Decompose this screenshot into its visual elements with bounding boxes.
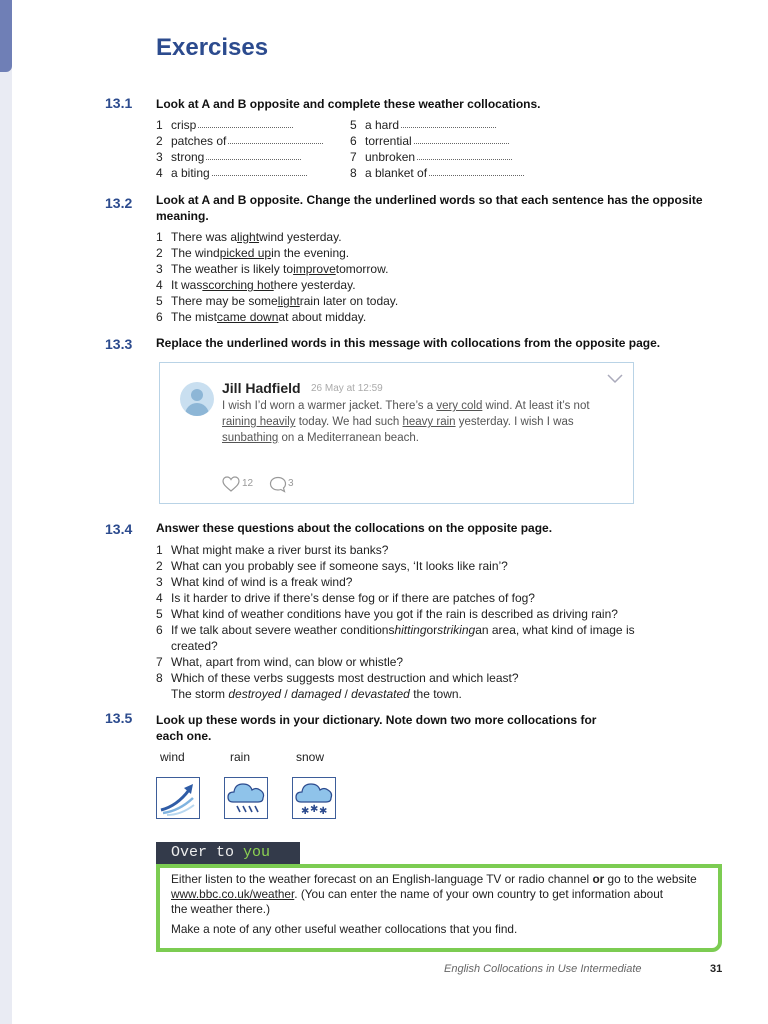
item-number: 5 [350,118,357,132]
item-number: 2 [156,559,163,573]
page-number: 31 [710,963,723,975]
underlined-word: sunbathing [222,432,279,444]
item-text: rain later on today. [299,294,399,308]
like-count: 12 [242,478,254,489]
item-text: wind yesterday. [259,230,342,244]
answer-blank[interactable] [198,117,293,128]
italic-word: striking [437,623,476,637]
italic-word: damaged [291,687,342,701]
instruction-line: Look up these words in your dictionary. Note down two more collocations for [156,713,597,727]
exercise-number-13-5: 13.5 [105,710,133,726]
item-text: The wind [171,246,220,260]
post-text-part: today. We had such [295,416,403,428]
chevron-down-icon[interactable] [607,374,623,384]
item-text: There may be some [171,294,278,308]
list-item [156,542,635,558]
item-number: 6 [156,310,163,324]
word-wind: wind [160,750,185,764]
item-text: The mist [171,310,218,324]
avatar [180,382,214,416]
italic-word: devastated [351,687,410,701]
exercise-13-2-list [156,229,398,325]
item-number: 3 [156,262,163,276]
wind-icon [156,777,200,819]
item-text: a hard [365,118,400,132]
list-item [156,117,323,133]
item-number: 6 [350,134,357,148]
item-text: at about midday. [278,310,367,324]
item-text: / [341,687,352,701]
answer-blank[interactable] [228,133,323,144]
exercise-number-13-1: 13.1 [105,95,133,111]
answer-blank[interactable] [414,133,509,144]
svg-text:✱: ✱ [310,804,319,815]
item-text: torrential [365,134,412,148]
post-text-part: wind. At least it’s not [482,400,590,412]
exercise-13-4-instruction: Answer these questions about the collocations on the opposite page. [156,521,553,535]
item-number: 2 [156,134,163,148]
item-number: 3 [156,150,163,164]
item-text: Is it harder to drive if there’s dense fog or if there are patches of fog? [171,591,535,605]
item-number: 8 [350,166,357,180]
list-item [156,590,635,606]
item-number: 8 [156,671,163,685]
item-text: unbroken [365,150,416,164]
answer-blank[interactable] [212,165,307,176]
item-number: 4 [156,278,163,292]
bold-word: or [592,872,605,886]
post-text-part: I wish I’d worn a warmer jacket. There’s a [222,400,437,412]
item-number: 7 [350,150,357,164]
item-text: or [426,623,438,637]
answer-blank[interactable] [401,117,496,128]
paragraph-text: . (You can enter the name of your own country to get information about [294,887,664,901]
item-text: crisp [171,118,197,132]
item-text: What kind of weather conditions have you got if the rain is described as driving rain? [171,607,618,621]
item-number: 1 [156,118,163,132]
post-text-part: yesterday. I wish I was [455,416,574,428]
item-number: 5 [156,607,163,621]
item-text: What, apart from wind, can blow or whistle? [171,655,404,669]
item-text: an area, what kind of image is [475,623,635,637]
item-text: strong [171,150,205,164]
list-item [156,277,398,293]
underlined-word: raining heavily [222,416,296,428]
item-text: the town. [409,687,462,701]
item-number: 5 [156,294,163,308]
underlined-word: heavy rain [402,416,456,428]
item-number: 1 [156,543,163,557]
instruction-line: Look at A and B opposite. Change the underlined words so that each sentence has the opposite [156,193,703,207]
exercise-13-4-list [156,542,635,702]
italic-word: destroyed [228,687,282,701]
list-item [156,670,635,686]
list-item [156,293,398,309]
paragraph-text: the weather there.) [171,902,271,916]
paragraph-text: Either listen to the weather forecast on an English-language TV or radio channel [171,872,593,886]
item-text: If we talk about severe weather conditions [171,623,395,637]
answer-blank[interactable] [429,165,524,176]
paragraph-text: Make a note of any other useful weather collocations that you find. [171,922,518,936]
item-number: 4 [156,166,163,180]
list-item [156,558,635,574]
exercise-number-13-2: 13.2 [105,195,133,211]
website-link[interactable]: www.bbc.co.uk/weather [171,887,295,901]
item-text: What can you probably see if someone says, ‘It looks like rain’? [171,559,508,573]
list-item [156,606,635,622]
header-highlight: you [243,844,271,861]
list-item [350,149,524,165]
word-snow: snow [296,750,325,764]
item-text: What kind of wind is a freak wind? [171,575,353,589]
list-item [156,245,398,261]
exercise-number-13-3: 13.3 [105,336,133,352]
list-item [350,133,524,149]
item-text: a biting [171,166,210,180]
underlined-word: light [277,294,300,308]
list-item [156,165,323,181]
underlined-word: light [237,230,260,244]
post-date: 26 May at 12:59 [311,383,383,394]
italic-word: hitting [394,623,427,637]
underlined-word: picked up [219,246,272,260]
item-number: 3 [156,575,163,589]
svg-text:✱: ✱ [319,806,328,817]
item-text: here yesterday. [273,278,356,292]
exercise-13-1-right-list [350,117,524,181]
exercise-13-5-instruction [156,712,656,744]
list-item [156,622,635,638]
exercise-13-1-left-list [156,117,323,181]
list-item [156,261,398,277]
over-to-you-text [171,872,711,942]
post-text [222,398,622,446]
item-text: The weather is likely to [171,262,294,276]
item-text: / [281,687,292,701]
item-text: Which of these verbs suggests most destruction and which least? [171,671,519,685]
comment-count: 3 [288,478,294,489]
list-item [156,149,323,165]
list-item [350,165,524,181]
page-title: Exercises [156,34,269,61]
item-continuation [156,686,635,702]
item-text: The storm [171,687,229,701]
social-post-card [159,362,634,504]
post-text-part: on a Mediterranean beach. [278,432,419,444]
comment-icon[interactable] [269,476,287,493]
item-text: patches of [171,134,227,148]
item-number: 6 [156,623,163,637]
answer-blank[interactable] [206,149,301,160]
svg-text:✱: ✱ [301,806,310,817]
list-item [350,117,524,133]
underlined-word: scorching hot [202,278,274,292]
list-item [156,574,635,590]
answer-blank[interactable] [417,149,512,160]
book-title-footer: English Collocations in Use Intermediate [444,963,642,975]
post-author[interactable]: Jill Hadfield [222,380,301,396]
over-to-you-header [156,842,300,864]
item-continuation: created? [171,639,218,653]
item-text: a blanket of [365,166,428,180]
item-text: tomorrow. [335,262,389,276]
item-text: in the evening. [271,246,350,260]
heart-icon[interactable] [222,476,240,493]
item-text: There was a [171,230,238,244]
underlined-word: came down [217,310,279,324]
item-text: It was [171,278,203,292]
list-item [156,229,398,245]
header-text: Over to [171,844,244,861]
exercise-number-13-4: 13.4 [105,521,133,537]
item-text: What might make a river burst its banks? [171,543,389,557]
item-number: 1 [156,230,163,244]
snow-cloud-icon [292,777,336,819]
underlined-word: improve [293,262,336,276]
page-edge-strip [0,0,12,1024]
list-item [156,309,398,325]
unit-tab [0,0,12,72]
paragraph-text: go to the website [604,872,697,886]
rain-cloud-icon [224,777,268,819]
exercise-13-2-instruction [156,192,736,224]
list-item [156,654,635,670]
item-number: 4 [156,591,163,605]
word-rain: rain [230,750,251,764]
underlined-word: very cold [436,400,483,412]
item-number: 2 [156,246,163,260]
list-item [156,133,323,149]
instruction-line: each one. [156,729,212,743]
exercise-13-3-instruction: Replace the underlined words in this message with collocations from the opposite page. [156,336,661,350]
item-number: 7 [156,655,163,669]
instruction-line: meaning. [156,209,209,223]
exercise-13-1-instruction: Look at A and B opposite and complete these weather collocations. [156,97,541,111]
